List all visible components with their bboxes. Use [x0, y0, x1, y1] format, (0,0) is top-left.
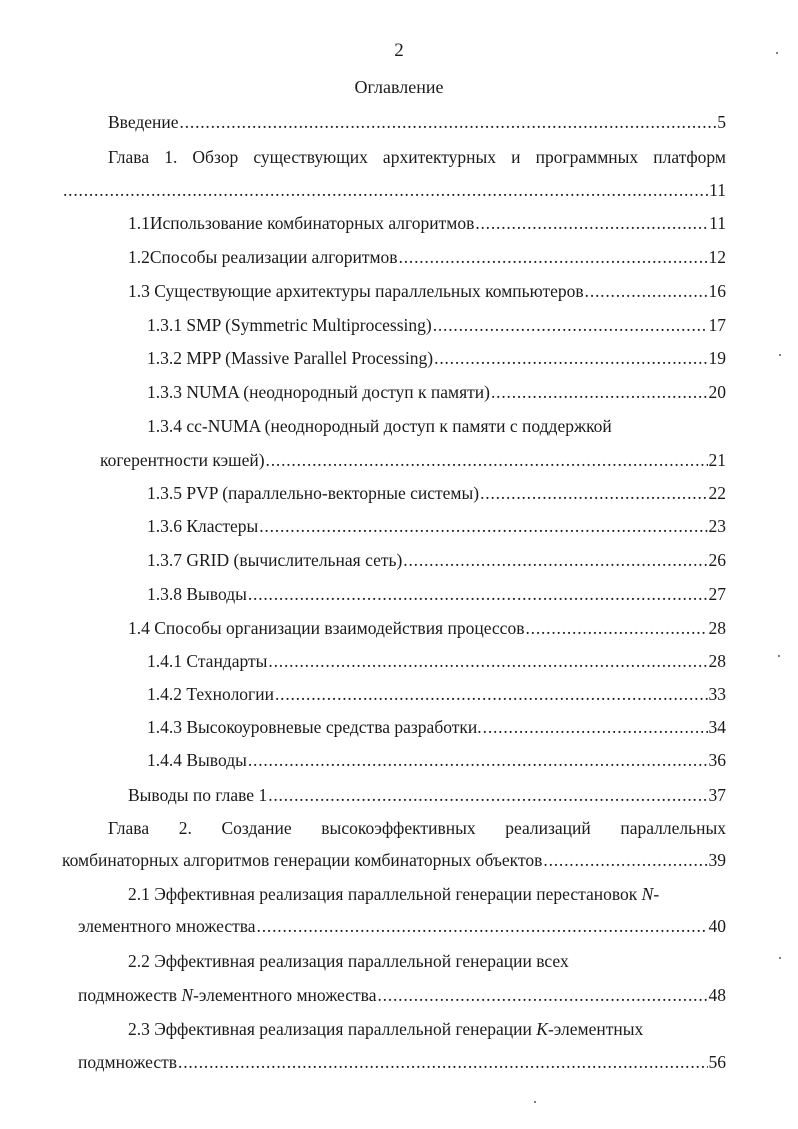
toc-entry-1-4-3[interactable]: [147, 715, 726, 739]
toc-entry-label: 2.1 Эффективная реализация параллельной генерации перестановок: [128, 884, 642, 904]
toc-entry-1-3-5[interactable]: [147, 481, 726, 505]
toc-entry-1-3-7[interactable]: [147, 548, 726, 572]
scan-speck: [779, 957, 781, 959]
toc-entry-page: 12: [708, 247, 726, 267]
toc-entry-2-2[interactable]: [128, 949, 726, 973]
toc-entry-page: 33: [708, 684, 726, 704]
dot-leader: [403, 548, 707, 572]
toc-entry-1-3-6[interactable]: [147, 514, 726, 538]
dot-leader: [180, 110, 717, 134]
toc-entry-page: 36: [708, 750, 726, 770]
toc-entry-label: когерентности кэшей): [100, 450, 265, 470]
scan-speck: [776, 52, 778, 54]
toc-entry-1-3-8[interactable]: [147, 582, 726, 606]
toc-entry-label: 1.3.5 PVP (параллельно-векторные системы): [147, 483, 480, 503]
dot-leader: [399, 245, 708, 269]
variable-k: K: [536, 1019, 548, 1039]
dot-leader: [585, 279, 708, 303]
toc-entry-1-3-2[interactable]: [147, 346, 726, 370]
toc-entry-1-3-3[interactable]: [147, 380, 726, 404]
dot-leader: [248, 748, 708, 772]
toc-entry-page: 17: [708, 315, 726, 335]
toc-entry-1-3-1[interactable]: [147, 313, 726, 337]
toc-entry-label: подмножеств: [78, 1052, 178, 1072]
dot-leader: [63, 178, 708, 202]
variable-n: N: [641, 884, 654, 904]
toc-entry-2-3-continued[interactable]: [78, 1050, 726, 1074]
toc-entry-1-3-4[interactable]: [147, 414, 726, 438]
toc-entry-chapter-1[interactable]: [108, 145, 726, 169]
dot-leader: [543, 848, 707, 872]
toc-entry-label: 1.3.8 Выводы: [147, 584, 247, 604]
toc-entry-label: 2.3 Эффективная реализация параллельной генерации: [128, 1019, 537, 1039]
toc-entry-page: 19: [708, 348, 726, 368]
toc-entry-label: 1.4 Способы организации взаимодействия процессов: [128, 618, 525, 638]
toc-entry-page: 37: [708, 785, 726, 805]
dot-leader: [178, 1050, 707, 1074]
toc-entry-label: 1.4.3 Высокоуровневые средства разработки.: [147, 717, 482, 737]
dot-leader: [268, 649, 707, 673]
toc-entry-page: 34: [708, 717, 726, 737]
toc-entry-page: 27: [708, 584, 726, 604]
toc-entry-label: Глава 1. Обзор существующих архитектурных и программных платформ: [108, 147, 726, 167]
toc-entry-page: 16: [708, 281, 726, 301]
toc-entry-page: 20: [708, 382, 726, 402]
scan-speck: [778, 655, 780, 657]
toc-entry-number: 1.1: [128, 213, 150, 233]
dot-leader: [475, 211, 708, 235]
toc-entry-chapter-1-leader[interactable]: [62, 178, 726, 202]
dot-leader: [248, 582, 708, 606]
toc-entry-page: 39: [708, 850, 726, 870]
toc-entry-page: 21: [708, 450, 726, 470]
toc-entry-page: 40: [708, 916, 726, 936]
toc-entry-introduction[interactable]: [108, 110, 726, 134]
toc-entry-1-4[interactable]: [128, 616, 726, 640]
toc-entry-page: 28: [708, 618, 726, 638]
toc-entry-page: 11: [709, 180, 726, 200]
toc-entry-label: 1.3.4 cc-NUMA (неоднородный доступ к памяти с поддержкой: [147, 416, 612, 436]
toc-entry-label: 1.3.1 SMP (Symmetric Multiprocessing): [147, 315, 432, 335]
toc-entry-label: Введение: [108, 112, 179, 132]
toc-entry-label: 1.3.3 NUMA (неоднородный доступ к памяти): [147, 382, 490, 402]
dot-leader: [483, 715, 708, 739]
toc-entry-label: Выводы по главе 1: [128, 785, 268, 805]
toc-entry-label: 1.4.1 Стандарты: [147, 651, 268, 671]
scan-speck: [534, 1101, 536, 1103]
toc-entry-chapter-2[interactable]: [108, 816, 726, 840]
toc-entry-label: элементного множества: [78, 916, 256, 936]
toc-entry-1-2[interactable]: [128, 245, 726, 269]
toc-entry-label-suffix: -элементного множества: [193, 985, 377, 1005]
toc-entry-label: 1.4.2 Технологии: [147, 684, 274, 704]
dot-leader: [377, 983, 707, 1007]
toc-entry-1-4-2[interactable]: [147, 682, 726, 706]
toc-entry-page: 5: [717, 112, 726, 132]
dot-leader: [480, 481, 707, 505]
toc-entry-1-4-1[interactable]: [147, 649, 726, 673]
toc-entry-page: 26: [708, 550, 726, 570]
toc-entry-label-suffix: -: [653, 884, 660, 904]
toc-entry-1-3-4-continued[interactable]: [100, 448, 726, 472]
toc-entry-2-2-continued[interactable]: [78, 983, 726, 1007]
dot-leader: [433, 313, 708, 337]
toc-entry-page: 23: [708, 516, 726, 536]
scan-speck: [779, 354, 781, 356]
dot-leader: [257, 914, 708, 938]
toc-entry-label: Способы реализации алгоритмов: [149, 247, 398, 267]
toc-entry-label: 1.3 Существующие архитектуры параллельных компьютеров: [128, 281, 584, 301]
page-number: 2: [394, 40, 404, 61]
dot-leader: [525, 616, 707, 640]
toc-entry-2-3[interactable]: [128, 1017, 726, 1041]
toc-entry-label-suffix: -элементных: [547, 1019, 644, 1039]
dot-leader: [259, 514, 707, 538]
toc-entry-number: 1.2: [128, 247, 150, 267]
toc-entry-page: 22: [708, 483, 726, 503]
toc-entry-page: 28: [708, 651, 726, 671]
toc-entry-page: 11: [709, 213, 726, 233]
toc-entry-page: 48: [708, 985, 726, 1005]
dot-leader: [266, 448, 708, 472]
dot-leader: [275, 682, 708, 706]
toc-entry-label: 1.3.6 Кластеры: [147, 516, 259, 536]
toc-entry-label-prefix: подмножеств: [78, 985, 182, 1005]
toc-entry-2-1[interactable]: [128, 882, 726, 906]
variable-n: N: [181, 985, 194, 1005]
toc-entry-1-4-4[interactable]: [147, 748, 726, 772]
toc-entry-label: комбинаторных алгоритмов генерации комбинаторных объектов: [62, 850, 543, 870]
toc-entry-label: Глава 2. Создание высокоэффективных реализаций параллельных: [108, 818, 726, 838]
toc-entry-label: [78, 983, 376, 1007]
toc-entry-chapter-1-conclusions[interactable]: [128, 783, 726, 807]
dot-leader: [268, 783, 707, 807]
toc-entry-chapter-2-continued[interactable]: [62, 848, 726, 872]
dot-leader: [434, 346, 707, 370]
toc-entry-label: 1.3.7 GRID (вычислительная сеть): [147, 550, 403, 570]
toc-entry-label: Использование комбинаторных алгоритмов: [149, 213, 475, 233]
toc-entry-1-3[interactable]: [128, 279, 726, 303]
toc-entry-label: 1.4.4 Выводы: [147, 750, 247, 770]
toc-title: Оглавление: [354, 77, 444, 97]
toc-entry-page: 56: [708, 1052, 726, 1072]
toc-entry-label: 2.2 Эффективная реализация параллельной генерации всех: [128, 951, 569, 971]
toc-entry-label: 1.3.2 MPP (Massive Parallel Processing): [147, 348, 434, 368]
toc-entry-1-1[interactable]: [128, 211, 726, 235]
dot-leader: [491, 380, 708, 404]
toc-entry-2-1-continued[interactable]: [78, 914, 726, 938]
